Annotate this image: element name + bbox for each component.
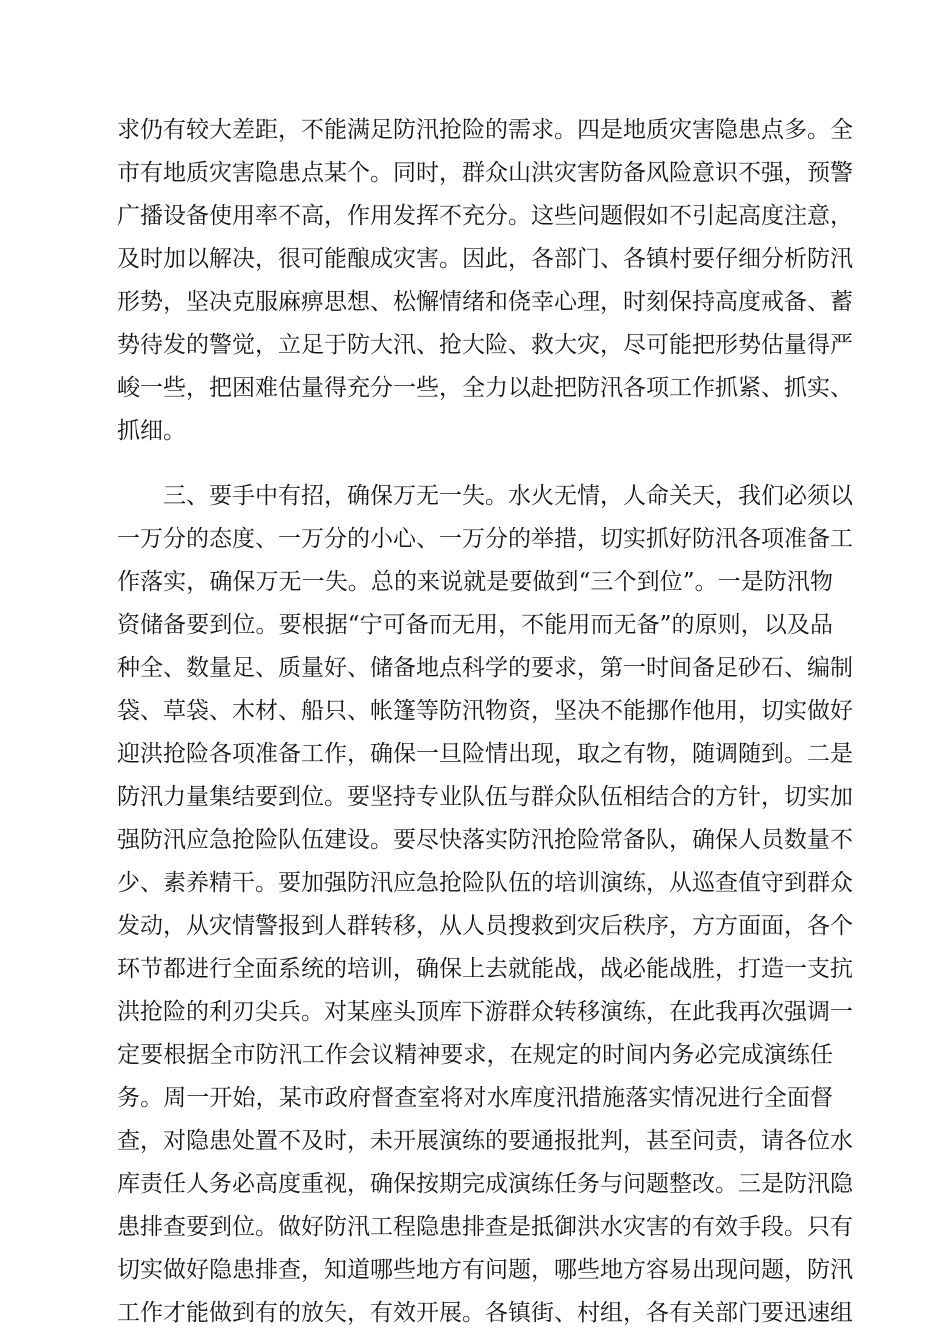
text-line: 库责任人务必高度重视，确保按期完成演练任务与问题整改。三是防汛隐 — [117, 1171, 853, 1197]
text-line: 务。周一开始，某市政府督查室将对水库度汛措施落实情况进行全面督 — [117, 1085, 833, 1111]
text-line: 迎洪抢险各项准备工作，确保一旦险情出现，取之有物，随调随到。二是 — [117, 741, 853, 767]
text-line: 抓细。 — [117, 418, 186, 444]
text-line: 资储备要到位。要根据“宁可备而无用，不能用而无备”的原则，以及品 — [117, 612, 833, 638]
text-line: 求仍有较大差距，不能满足防汛抢险的需求。四是地质灾害隐患点多。全 — [117, 117, 853, 143]
text-line: 患排查要到位。做好防汛工程隐患排查是抵御洪水灾害的有效手段。只有 — [117, 1214, 853, 1240]
text-line: 强防汛应急抢险队伍建设。要尽快落实防汛抢险常备队，确保人员数量不 — [117, 827, 853, 853]
text-line: 环节都进行全面系统的培训，确保上去就能战，战必能战胜，打造一支抗 — [117, 956, 853, 982]
text-line: 少、素养精干。要加强防汛应急抢险队伍的培训演练，从巡查值守到群众 — [117, 870, 853, 896]
text-line: 作落实，确保万无一失。总的来说就是要做到“三个到位”。一是防汛物 — [117, 569, 833, 595]
text-line: 袋、草袋、木材、船只、帐篷等防汛物资，坚决不能挪作他用，切实做好 — [117, 698, 853, 724]
text-line: 一万分的态度、一万分的小心、一万分的举措，切实抓好防汛各项准备工 — [117, 526, 853, 552]
text-line: 发动，从灾情警报到人群转移，从人员搜救到灾后秩序，方方面面，各个 — [117, 913, 853, 939]
text-line: 查，对隐患处置不及时，未开展演练的要通报批判，甚至问责，请各位水 — [117, 1128, 853, 1154]
text-line: 种全、数量足、质量好、储备地点科学的要求，第一时间备足砂石、编制 — [117, 655, 853, 681]
text-line: 市有地质灾害隐患点某个。同时，群众山洪灾害防备风险意识不强，预警 — [117, 160, 853, 186]
text-line: 定要根据全市防汛工作会议精神要求，在规定的时间内务必完成演练任 — [117, 1042, 833, 1068]
text-line: 工作才能做到有的放矢，有效开展。各镇街、村组，各有关部门要迅速组 — [117, 1300, 853, 1326]
text-line: 势待发的警觉，立足于防大汛、抢大险、救大灾，尽可能把形势估量得严 — [117, 332, 853, 358]
text-line: 形势，坚决克服麻痹思想、松懈情绪和侥幸心理，时刻保持高度戒备、蓄 — [117, 289, 853, 315]
text-line: 广播设备使用率不高，作用发挥不充分。这些问题假如不引起高度注意， — [117, 203, 853, 229]
section-heading-line: 三、要手中有招，确保万无一失。水火无情，人命关天，我们必须以 — [163, 483, 853, 509]
text-line: 及时加以解决，很可能酿成灾害。因此，各部门、各镇村要仔细分析防汛 — [117, 246, 853, 272]
text-line: 防汛力量集结要到位。要坚持专业队伍与群众队伍相结合的方针，切实加 — [117, 784, 853, 810]
text-line: 切实做好隐患排查，知道哪些地方有问题，哪些地方容易出现问题，防汛 — [117, 1257, 853, 1283]
text-line: 洪抢险的利刃尖兵。对某座头顶库下游群众转移演练，在此我再次强调一 — [117, 999, 853, 1025]
text-line: 峻一些，把困难估量得充分一些，全力以赴把防汛各项工作抓紧、抓实、 — [117, 375, 853, 401]
